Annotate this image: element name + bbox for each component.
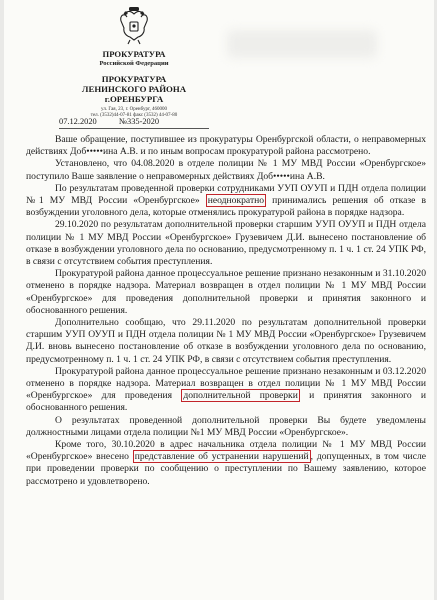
letter-body [26, 134, 426, 488]
highlighted-phrase: представление об устранении нарушений [134, 451, 309, 463]
redacted-addressee [227, 30, 377, 58]
paragraph: Ваше обращение, поступившее из прокуратуры Оренбургской области, о неправомерных действиях Доб•••••ина А.В. и по иным вопросам прокуратурой района рассмотрено. [26, 134, 426, 158]
org-name: ПРОКУРАТУРА [102, 49, 166, 59]
org-division: ПРОКУРАТУРА ЛЕНИНСКОГО РАЙОНА г.ОРЕНБУРГА [81, 74, 187, 104]
paragraph: По результатам проведенной проверки сотрудниками УУП ОУУП и ПДН отдела полиции №1 МУ МВД России «Оренбургское» неоднократно принимались решения об отказе в возбуждении уголовного дела, которые отменялись прокуратурой района в порядке надзора. [26, 182, 426, 219]
letter-number: 335-2020 [127, 117, 160, 126]
highlighted-phrase: дополнительной проверки [183, 390, 298, 402]
letterhead [59, 6, 209, 119]
eagle-emblem-icon [117, 6, 151, 46]
paragraph: О результатах проведенной дополнительной проверки Вы будете уведомлены должностными лицами отдела полиции №1 МУ МВД России «Оренбургское». [26, 414, 426, 438]
paragraph: Дополнительно сообщаю, что 29.11.2020 по результатам дополнительной проверки старшим УУП ОУУП и ПДН отдела полиции № 1 МУ МВД России «Оренбургское» Грузевичем Д.И. вновь вынесено постановление об отказе в возбуждении уголовного дела по основанию, предусмотренному п. 1 ч. 1 ст. 24 УПК РФ, в связи с отсутствием события преступления. [26, 317, 426, 365]
letter-sheet [4, 0, 434, 600]
paragraph: 29.10.2020 по результатам дополнительной проверки старшим УУП ОУУП и ПДН отдела полиции № 1 МУ МВД России «Оренбургское» Грузевичем Д.И. вынесено постановление об отказе в возбуждении уголовного дела по основанию, предусмотренному п. 1 ч. 1 ст. 24 УПК РФ, в связи с отсутствием события преступления. [26, 219, 426, 268]
org-country: Российской Федерации [99, 60, 169, 67]
org-address: ул. Гая, 23, г. Оренбург, 460000 тел. (3532)44-07-81 факс (3532) 44-07-80 [90, 107, 178, 118]
number-sign: № [119, 117, 127, 126]
highlighted-phrase: неоднократно [207, 195, 265, 207]
divider [59, 128, 209, 129]
paragraph: Кроме того, 30.10.2020 в адрес начальника отдела полиции № 1 МУ МВД России «Оренбургское» внесено представление об устранении нарушений , допущенных, в том числе при проведении проверки по сообщению о преступлении по Вашему заявлению, которое рассмотрено и удовлетворено. [26, 439, 426, 487]
paragraph: Прокуратурой района данное процессуальное решение признано незаконным и 31.10.2020 отменено в порядке надзора. Материал возвращен в отдел полиции № 1 МУ МВД России «Оренбургское» для проведения дополнительной проверки и принятия законного и обоснованного решения. [26, 268, 426, 316]
paragraph: Установлено, что 04.08.2020 в отделе полиции № 1 МУ МВД России «Оренбургское» поступило Ваше заявление о неправомерных действиях Доб•••••ина А.В. [26, 158, 426, 182]
paragraph: Прокуратурой района данное процессуальное решение признано незаконным и 03.12.2020 отменено в порядке надзора. Материал возвращен в отдел полиции № 1 МУ МВД России «Оренбургское» для проведения дополнительной проверки и принятия законного и обоснованного решения. [26, 365, 426, 414]
letter-date: 07.12.2020 [59, 117, 97, 126]
